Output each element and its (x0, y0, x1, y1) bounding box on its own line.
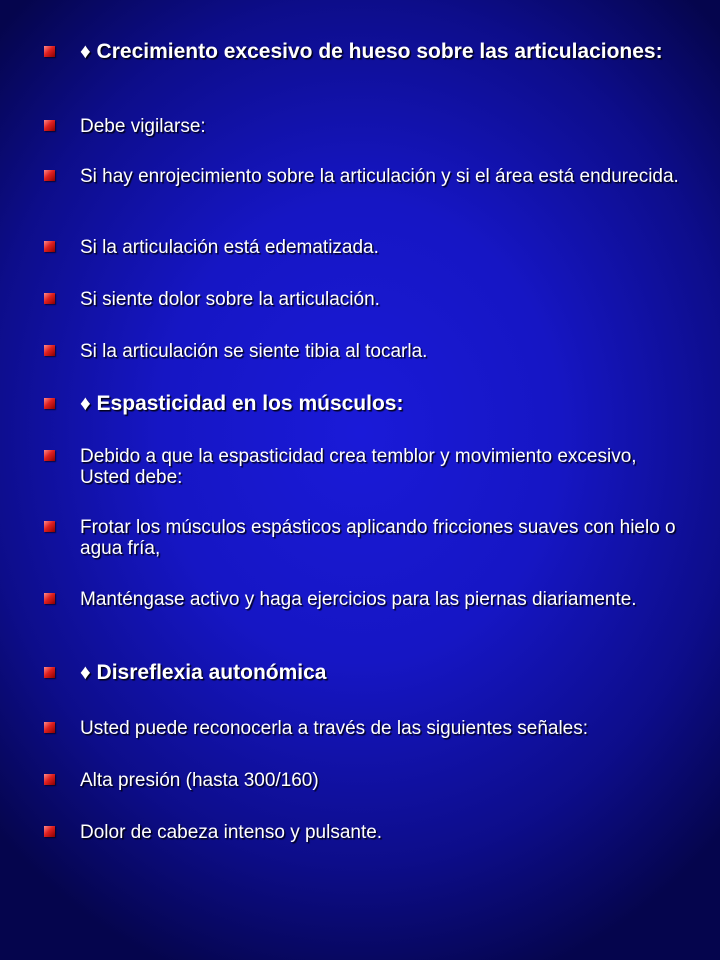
list-item-text: Debido a que la espasticidad crea temblor y movimiento excesivo, Usted debe: (80, 446, 637, 488)
section-heading: ♦ Disreflexia autonómica (80, 661, 327, 684)
red-square-bullet-icon (44, 450, 55, 461)
red-square-bullet-icon (44, 170, 55, 181)
red-square-bullet-icon (44, 826, 55, 837)
list-item-text: Alta presión (hasta 300/160) (80, 770, 319, 791)
red-square-bullet-icon (44, 46, 55, 57)
list-item-text: Si siente dolor sobre la articulación. (80, 289, 380, 310)
list-item-text: Si la articulación está edematizada. (80, 237, 379, 258)
red-square-bullet-icon (44, 667, 55, 678)
red-square-bullet-icon (44, 593, 55, 604)
list-item-text: Manténgase activo y haga ejercicios para las piernas diariamente. (80, 589, 637, 610)
list-item-text: Dolor de cabeza intenso y pulsante. (80, 822, 383, 843)
red-square-bullet-icon (44, 521, 55, 532)
red-square-bullet-icon (44, 241, 55, 252)
list-item-text: Si la articulación se siente tibia al tocarla. (80, 341, 428, 362)
list-item-text: Frotar los músculos espásticos aplicando fricciones suaves con hielo o agua fría, (80, 517, 676, 559)
list-item-text: Debe vigilarse: (80, 116, 206, 137)
red-square-bullet-icon (44, 398, 55, 409)
red-square-bullet-icon (44, 722, 55, 733)
red-square-bullet-icon (44, 345, 55, 356)
section-heading: ♦ Crecimiento excesivo de hueso sobre las articulaciones: (80, 40, 663, 63)
section-heading: ♦ Espasticidad en los músculos: (80, 392, 404, 415)
list-item-text: Si hay enrojecimiento sobre la articulación y si el área está endurecida. (80, 166, 679, 187)
red-square-bullet-icon (44, 774, 55, 785)
red-square-bullet-icon (44, 120, 55, 131)
list-item-text: Usted puede reconocerla a través de las siguientes señales: (80, 718, 589, 739)
red-square-bullet-icon (44, 293, 55, 304)
